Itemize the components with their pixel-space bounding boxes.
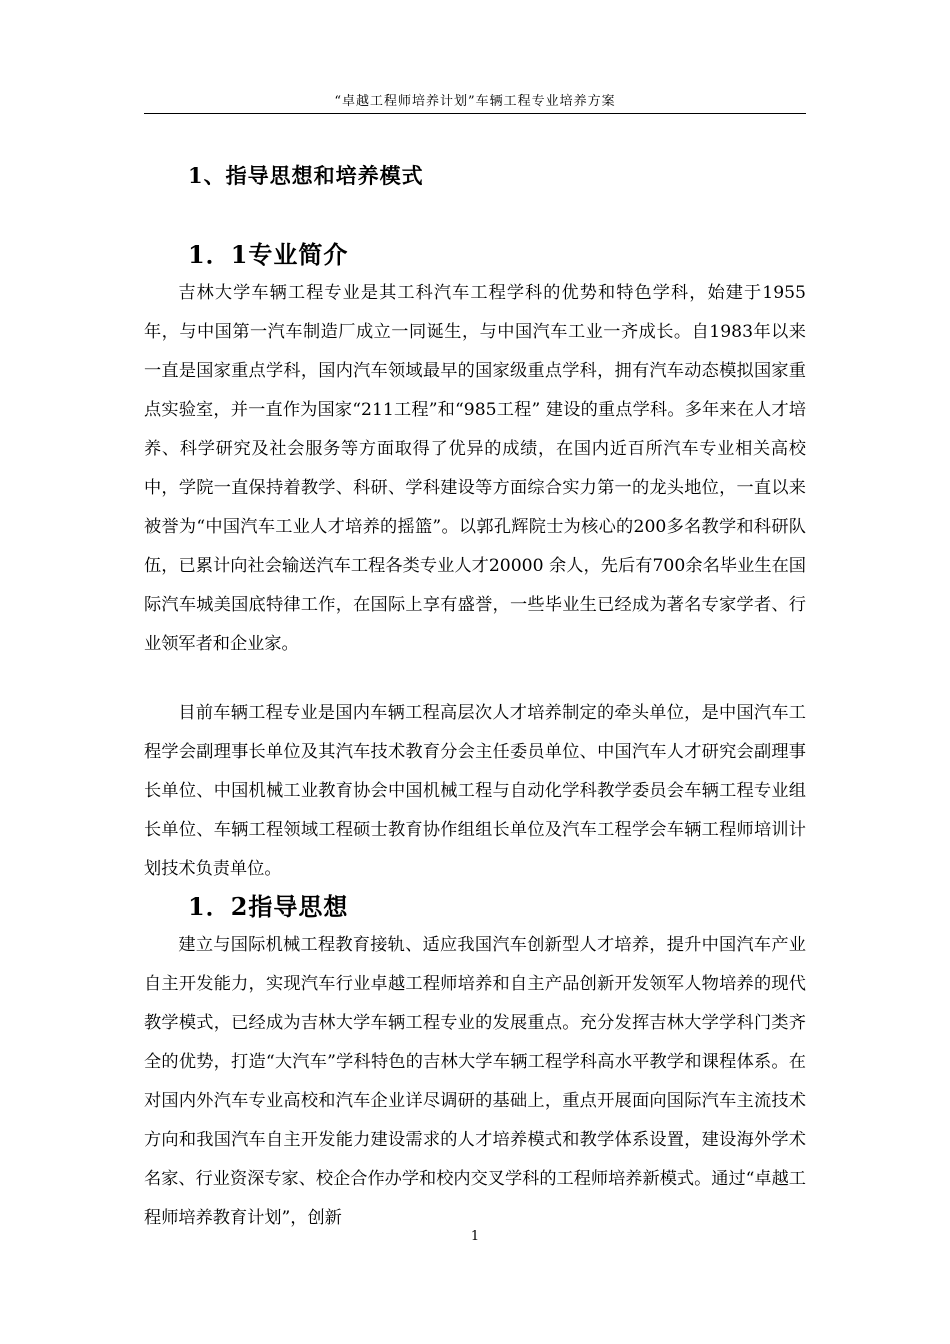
- section-title: 1、指导思想和培养模式: [188, 163, 424, 188]
- subsection-title-guiding-ideology: 1．2指导思想: [188, 892, 349, 921]
- paragraph-intro-1: 吉林大学车辆工程专业是其工科汽车工程学科的优势和特色学科，始建于1955年，与中国第一汽车制造厂成立一同诞生，与中国汽车工业一齐成长。自1983年以来一直是国家重点学科，国内汽车领域最早的国家级重点学科，拥有汽车动态模拟国家重点实验室，并一直作为国家“211工程”和“985工程” 建设的重点学科。多年来在人才培养、科学研究及社会服务等方面取得了优异的成绩，在国内近百所汽车专业相关高校中，学院一直保持着教学、科研、学科建设等方面综合实力第一的龙头地位，一直以来被誉为“中国汽车工业人才培养的摇篮”。以郭孔辉院士为核心的200多名教学和科研队伍，已累计向社会输送汽车工程各类专业人才20000 余人，先后有700余名毕业生在国际汽车城美国底特律工作，在国际上享有盛誉，一些毕业生已经成为著名专家学者、行业领军者和企业家。: [144, 283, 806, 654]
- paragraph-guiding-ideology-1: 建立与国际机械工程教育接轨、适应我国汽车创新型人才培养，提升中国汽车产业自主开发能力，实现汽车行业卓越工程师培养和自主产品创新开发领军人物培养的现代教学模式，已经成为吉林大学车辆工程专业的发展重点。充分发挥吉林大学学科门类齐全的优势，打造“大汽车”学科特色的吉林大学车辆工程学科高水平教学和课程体系。在对国内外汽车专业高校和汽车企业详尽调研的基础上，重点开展面向国际汽车主流技术方向和我国汽车自主开发能力建设需求的人才培养模式和教学体系设置，建设海外学术名家、行业资深专家、校企合作办学和校内交叉学科的工程师培养新模式。通过“卓越工程师培养教育计划”，创新: [144, 935, 806, 1228]
- page-number: 1: [470, 1229, 480, 1244]
- running-header: “卓越工程师培养计划”车辆工程专业培养方案: [334, 94, 616, 109]
- header-rule: [144, 113, 806, 114]
- subsection-title-intro: 1．1专业简介: [188, 240, 349, 269]
- paragraph-intro-2: 目前车辆工程专业是国内车辆工程高层次人才培养制定的牵头单位，是中国汽车工程学会副理事长单位及其汽车技术教育分会主任委员单位、中国汽车人才研究会副理事长单位、中国机械工业教育协会中国机械工程与自动化学科教学委员会车辆工程专业组长单位、车辆工程领域工程硕士教育协作组组长单位及汽车工程学会车辆工程师培训计划技术负责单位。: [144, 703, 806, 879]
